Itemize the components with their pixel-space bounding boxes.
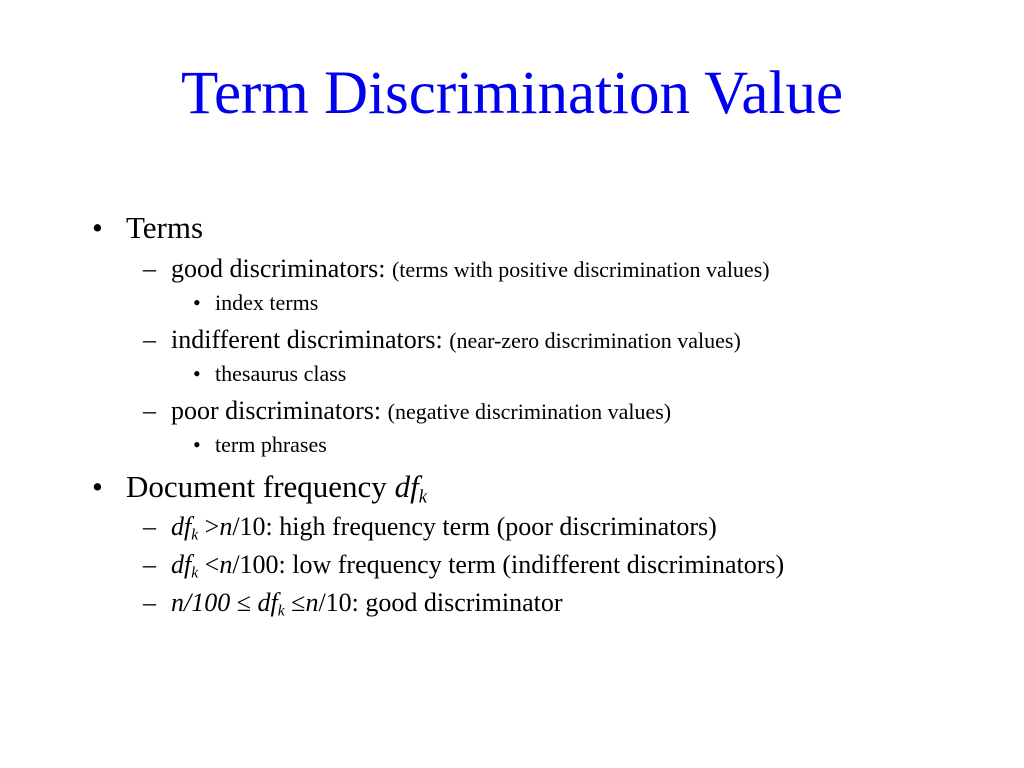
df-subscript: k bbox=[418, 486, 427, 508]
n100-symbol: n/100 bbox=[171, 588, 231, 617]
gt-symbol: > bbox=[204, 512, 220, 541]
df-text: df bbox=[257, 588, 278, 617]
dash-icon: – bbox=[143, 325, 156, 354]
lt-symbol: < bbox=[204, 550, 220, 579]
sub-item-low-frequency bbox=[171, 550, 784, 580]
df-subscript: k bbox=[191, 564, 199, 582]
thesaurus-class-label: thesaurus class bbox=[215, 361, 347, 386]
good-label: good discriminators: bbox=[171, 254, 386, 283]
df-symbol bbox=[257, 588, 285, 620]
sub-item-good-range bbox=[171, 588, 563, 618]
high-frequency-text: /10: high frequency term (poor discriminators) bbox=[232, 512, 717, 541]
df-symbol bbox=[171, 512, 199, 544]
indifferent-label: indifferent discriminators: bbox=[171, 325, 443, 354]
indifferent-note: (near-zero discrimination values) bbox=[449, 328, 741, 353]
dash-icon: – bbox=[143, 550, 156, 579]
sub-item-high-frequency bbox=[171, 512, 717, 542]
sub-bullet-icon: • bbox=[193, 290, 201, 315]
sub-bullet-icon: • bbox=[193, 432, 201, 457]
dash-icon: – bbox=[143, 588, 156, 617]
df-symbol bbox=[394, 469, 427, 508]
sub-item-good bbox=[171, 254, 770, 285]
n-symbol: n bbox=[305, 588, 319, 617]
good-note: (terms with positive discrimination values) bbox=[391, 257, 770, 282]
df-symbol bbox=[171, 550, 199, 582]
sub-sub-item-term-phrases bbox=[215, 432, 327, 458]
bullet-document-frequency bbox=[126, 469, 427, 508]
poor-note: (negative discrimination values) bbox=[387, 399, 672, 424]
doc-freq-label: Document frequency bbox=[126, 469, 387, 504]
dash-icon: – bbox=[143, 512, 156, 541]
bullet-terms bbox=[126, 210, 203, 246]
dash-icon: – bbox=[143, 396, 156, 425]
terms-label: Terms bbox=[126, 210, 204, 245]
sub-item-poor bbox=[171, 396, 671, 427]
sub-item-indifferent bbox=[171, 325, 741, 356]
dash-icon: – bbox=[143, 254, 156, 283]
poor-label: poor discriminators: bbox=[171, 396, 382, 425]
sub-bullet-icon: • bbox=[193, 361, 201, 386]
index-terms-label: index terms bbox=[215, 290, 319, 315]
term-phrases-label: term phrases bbox=[215, 432, 327, 457]
df-text: df bbox=[171, 550, 192, 579]
le-symbol: ≤ bbox=[236, 588, 252, 617]
sub-sub-item-index-terms bbox=[215, 290, 318, 316]
sub-sub-item-thesaurus-class bbox=[215, 361, 346, 387]
bullet-icon: • bbox=[92, 469, 103, 504]
n-symbol: n bbox=[219, 512, 233, 541]
good-range-text: /10: good discriminator bbox=[318, 588, 563, 617]
df-subscript: k bbox=[191, 526, 199, 544]
slide-title: Term Discrimination Value bbox=[180, 60, 844, 127]
df-subscript: k bbox=[277, 602, 285, 620]
df-text: df bbox=[171, 512, 192, 541]
le-symbol: ≤ bbox=[291, 588, 306, 617]
n-symbol: n bbox=[219, 550, 233, 579]
low-frequency-text: /100: low frequency term (indifferent discriminators) bbox=[232, 550, 785, 579]
df-text: df bbox=[394, 469, 419, 504]
bullet-icon: • bbox=[92, 210, 103, 245]
